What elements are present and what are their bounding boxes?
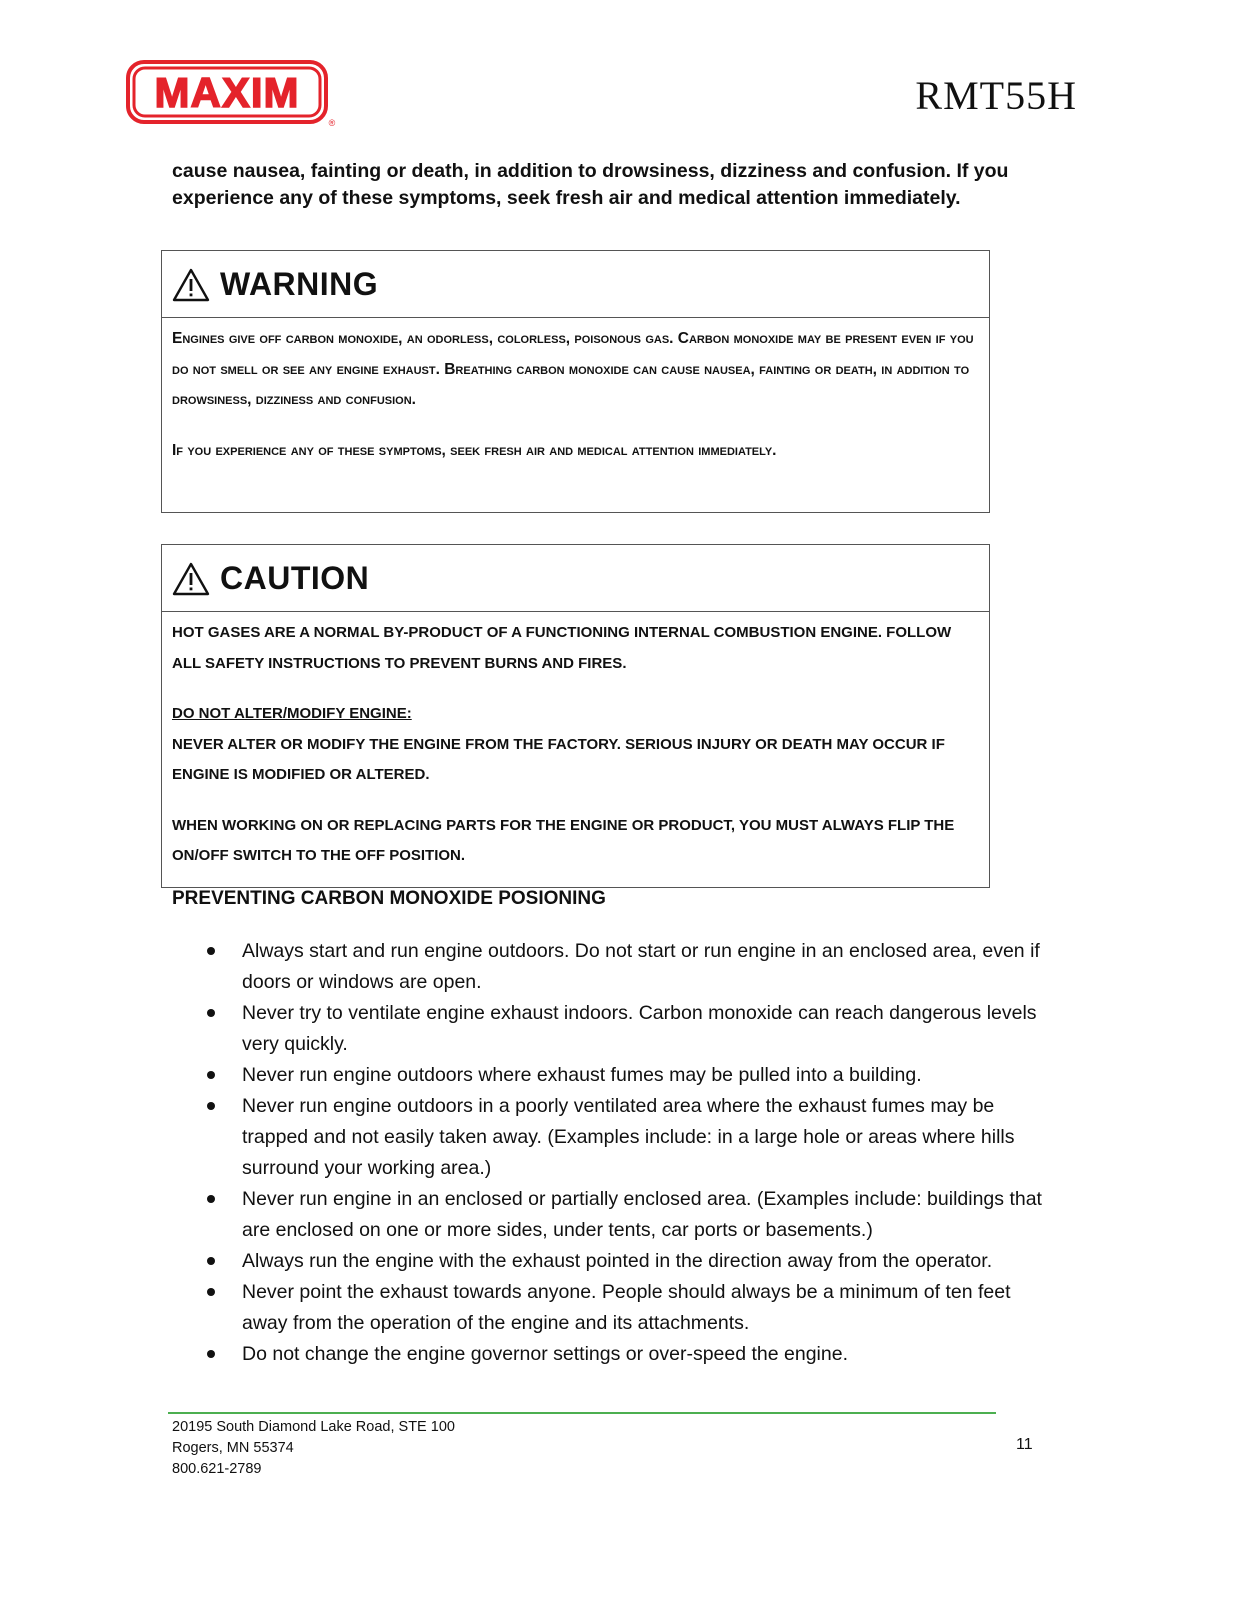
list-item-text: Always run the engine with the exhaust pointed in the direction away from the operator. — [242, 1250, 993, 1272]
bullet-icon — [207, 1288, 215, 1296]
list-item — [204, 1246, 1044, 1277]
caution-header — [162, 545, 989, 612]
intro-paragraph: cause nausea, fainting or death, in addition to drowsiness, dizziness and confusion. If you experience any of these symptoms, seek fresh air and medical attention immediately. — [172, 160, 1009, 209]
bullet-icon — [207, 1071, 215, 1079]
bullet-icon — [207, 1102, 215, 1110]
list-item-text: Never run engine outdoors where exhaust fumes may be pulled into a building. — [242, 1064, 922, 1086]
footer-address — [172, 1417, 455, 1480]
caution-paragraph-2: NEVER ALTER OR MODIFY THE ENGINE FROM THE FACTORY. SERIOUS INJURY OR DEATH MAY OCCUR IF ENGINE IS MODIFIED OR ALTERED. — [172, 735, 945, 783]
caution-paragraph-1: HOT GASES ARE A NORMAL BY-PRODUCT OF A FUNCTIONING INTERNAL COMBUSTION ENGINE. FOLLOW ALL SAFETY INSTRUCTIONS TO PREVENT BURNS AND FIRES. — [172, 624, 952, 672]
list-item — [204, 1339, 1044, 1370]
maxim-logo-graphic — [126, 60, 338, 128]
model-number: RMT55H — [915, 73, 1077, 118]
section-heading: PREVENTING CARBON MONOXIDE POSIONING — [172, 888, 606, 909]
list-item-text: Never try to ventilate engine exhaust indoors. Carbon monoxide can reach dangerous levels very quickly. — [242, 1002, 1037, 1055]
list-item-text: Do not change the engine governor settings or over-speed the engine. — [242, 1343, 848, 1365]
address-line-1: 20195 South Diamond Lake Road, STE 100 — [172, 1419, 455, 1435]
bullet-icon — [207, 1257, 215, 1265]
warning-paragraph-1: Engines give off carbon monoxide, an odorless, colorless, poisonous gas. Carbon monoxide may be present even if you do not smell or see any engine exhaust. Breathing carbon monoxide can cause nausea, fainting or death, in addition to drowsiness, dizziness and confusion. — [172, 330, 974, 408]
bullet-icon — [207, 1009, 215, 1017]
list-item — [204, 1060, 1044, 1091]
list-item-text: Never point the exhaust towards anyone. People should always be a minimum of ten feet away from the operation of the engine and its attachments. — [242, 1281, 1011, 1334]
safety-bullet-list — [204, 936, 1044, 1370]
caution-box — [161, 544, 990, 888]
warning-triangle-icon — [172, 268, 210, 302]
list-item — [204, 1277, 1044, 1339]
list-item-text: Always start and run engine outdoors. Do not start or run engine in an enclosed area, even if doors or windows are open. — [242, 940, 1040, 993]
phone-number: 800.621-2789 — [172, 1461, 262, 1477]
footer-divider — [168, 1412, 996, 1414]
warning-title: WARNING — [220, 265, 379, 302]
maxim-logo — [126, 60, 338, 128]
list-item — [204, 1184, 1044, 1246]
warning-box — [161, 250, 990, 513]
caution-triangle-icon — [172, 562, 210, 596]
page-number: 11 — [1016, 1436, 1033, 1453]
logo-wordmark: MAXIM — [154, 69, 300, 116]
warning-paragraph-2: If you experience any of these symptoms, seek fresh air and medical attention immediately. — [172, 441, 777, 459]
bullet-icon — [207, 947, 215, 955]
caution-subheading: DO NOT ALTER/MODIFY ENGINE: — [172, 705, 412, 722]
registered-mark: ® — [328, 118, 336, 128]
bullet-icon — [207, 1195, 215, 1203]
warning-header — [162, 251, 989, 318]
list-item — [204, 1091, 1044, 1184]
caution-title: CAUTION — [220, 559, 370, 596]
caution-paragraph-3: WHEN WORKING ON OR REPLACING PARTS FOR THE ENGINE OR PRODUCT, YOU MUST ALWAYS FLIP THE ON/OFF SWITCH TO THE OFF POSITION. — [172, 816, 955, 864]
list-item-text: Never run engine in an enclosed or partially enclosed area. (Examples include: buildings that are enclosed on one or more sides, under tents, car ports or basements.) — [242, 1188, 1042, 1241]
list-item-text: Never run engine outdoors in a poorly ventilated area where the exhaust fumes may be trapped and not easily taken away. (Examples include: in a large hole or areas where hills surround your working area.) — [242, 1095, 1015, 1179]
bullet-icon — [207, 1350, 215, 1358]
address-line-2: Rogers, MN 55374 — [172, 1440, 294, 1456]
list-item — [204, 936, 1044, 998]
list-item — [204, 998, 1044, 1060]
